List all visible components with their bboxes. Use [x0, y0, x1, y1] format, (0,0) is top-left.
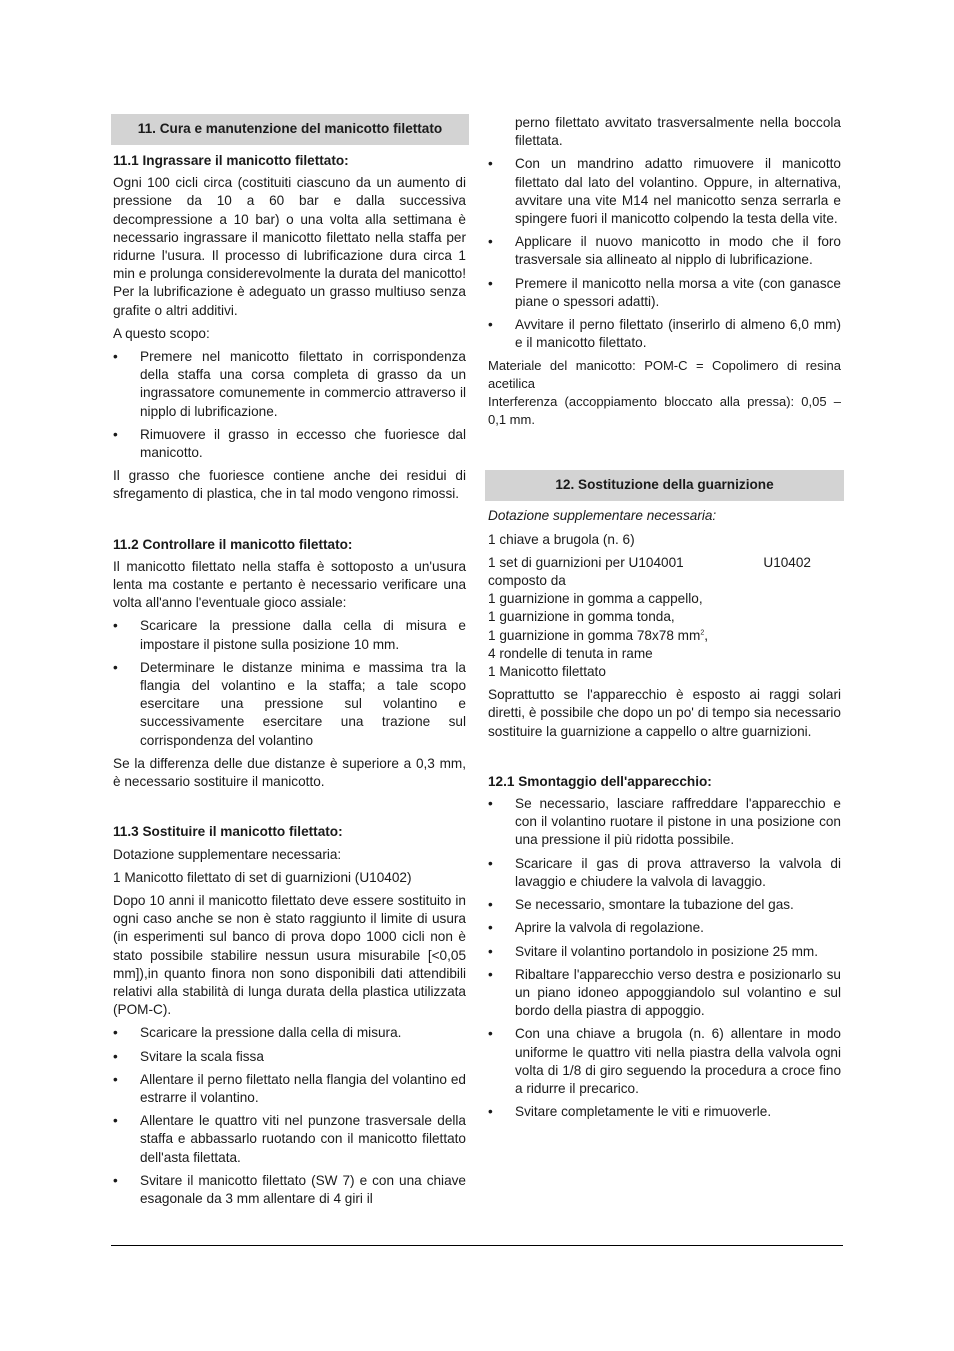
list-item: • Scaricare il gas di prova attraverso la valvola di lavaggio e chiudere la valvola di lavaggio. — [488, 855, 841, 891]
list-item: • Con un mandrino adatto rimuovere il manicotto filettato dal lato del volantino. Oppure, in alternativa, avvitare una vite M14 nel manicotto senza serrarla e spingere fuori il manicotto colpendo la testa della vite. — [488, 155, 841, 228]
list-item: • Aprire la valvola di regolazione. — [488, 919, 841, 937]
list-item: • Avvitare il perno filettato (inserirlo di almeno 6,0 mm) e il manicotto filettato. — [488, 316, 841, 352]
list-item: • Rimuovere il grasso in eccesso che fuoriesce dal manicotto. — [113, 426, 466, 462]
section-11-2-paragraph: Il manicotto filettato nella staffa è sottoposto a un'usura lenta ma costante e pertanto è necessario verificare una volta all'anno l'eventuale gioco assiale: — [113, 558, 466, 611]
list-item: • Svitare il volantino portandolo in posizione 25 mm. — [488, 943, 841, 961]
list-item: • Allentare le quattro viti nel punzone trasversale della staffa e abbassarlo ruotando con il manicotto filettato dell'asta filettata. — [113, 1112, 466, 1167]
list-item: • Se necessario, lasciare raffreddare l'apparecchio e con il volantino ruotare il pistone in una posizione con una pressione il più ridotta possibile. — [488, 795, 841, 850]
section-11-2-note: Se la differenza delle due distanze è superiore a 0,3 mm, è necessario sostituire il manicotto. — [113, 755, 466, 790]
list-item: • Allentare il perno filettato nella flangia del volantino ed estrarre il volantino. — [113, 1071, 466, 1107]
seal-set-label: 1 set di guarnizioni per U104001 — [488, 554, 684, 570]
list-item: • Scaricare la pressione dalla cella di misura e impostare il pistone sulla posizione 10 mm. — [113, 617, 466, 653]
section-12-1-title: 12.1 Smontaggio dell'apparecchio: — [488, 773, 712, 789]
list-item: • Determinare le distanze minima e massima tra la flangia del volantino e la staffa; a tale scopo esercitare una pressione sul volantino e successivamente esercitare una trazione sul corrispondenza del volantino — [113, 659, 466, 750]
section-11-3-list-continued — [488, 155, 841, 352]
section-11-1-list — [113, 348, 466, 462]
section-11-header: 11. Cura e manutenzione del manicotto filettato — [111, 114, 469, 145]
seal-set-line-mm: 1 guarnizione in gomma 78x78 $mm^2$, — [488, 627, 709, 643]
list-item-continuation: perno filettato avvitato trasversalmente nella boccola filettata. — [515, 115, 841, 149]
section-11-1-note: Il grasso che fuoriesce contiene anche dei residui di sfregamento di plastica, che in tal modo vengono rimossi. — [113, 468, 466, 502]
list-item: • Svitare completamente le viti e rimuoverle. — [488, 1103, 841, 1121]
section-12-1-list — [488, 795, 841, 1121]
section-11-1-intro: A questo scopo: — [113, 325, 210, 341]
section-11-3-paragraph: Dopo 10 anni il manicotto filettato deve essere sostituito in ogni caso anche se non è stato raggiunto il limite di usura (in esperimenti sul banco di prova dopo 1000 cicli non è stato possibile stabilire nessun usura misurabile [<0,05 mm]),in quanto finora non sono disponibili dati attendibili relativi alla stabilità di lunga durata della plastica utilizzata (POM-C). — [113, 892, 466, 1018]
seal-set-row — [488, 554, 841, 572]
section-11-1-paragraph: Ogni 100 cicli circa (costituiti ciascuno da un aumento di pressione da 10 a 60 bar e dalla successiva decompressione a 10 bar) o una volta alla settimana è necessario ingrassare il manicotto filettato nella staffa per ridurne l'usura. Il processo di lubrificazione dura circa 1 min e prolunga considerevolmente la durata del manicotto! Per la lubrificazione è adeguato un grasso multiuso senza grafite o altri additivi. — [113, 175, 466, 318]
seal-set-code: U10402 — [763, 554, 811, 570]
seal-set-line: 1 guarnizione in gomma tonda, — [488, 609, 675, 625]
section-11-3-title: 11.3 Sostituire il manicotto filettato: — [113, 824, 343, 840]
list-item: • Premere nel manicotto filettato in corrispondenza della staffa una corsa completa di grasso da un ingrassatore comunemente in commercio attraverso il nipplo di lubrificazione. — [113, 348, 466, 421]
section-12-paragraph: Soprattutto se l'apparecchio è esposto ai raggi solari diretti, è possibile che dopo un po' di tempo sia necessario sostituire la guarnizione a cappello o altre guarnizioni. — [488, 687, 841, 739]
list-item: • Scaricare la pressione dalla cella di misura. — [113, 1024, 466, 1042]
list-item: • Ribaltare l'apparecchio verso destra e posizionarlo su un piano idoneo appoggiandolo sul volantino e sul bordo della piastra di appoggio. — [488, 966, 841, 1021]
seal-set-list — [488, 554, 841, 681]
section-11-2-title: 11.2 Controllare il manicotto filettato: — [113, 536, 353, 552]
section-12-header: 12. Sostituzione della guarnizione — [485, 470, 844, 501]
section-11-1-title: 11.1 Ingrassare il manicotto filettato: — [113, 153, 349, 168]
seal-set-line: 1 Manicotto filettato — [488, 664, 606, 680]
material-note: Materiale del manicotto: POM-C = Copolimero di resina acetilica — [488, 358, 841, 392]
list-item: • Applicare il nuovo manicotto in modo che il foro trasversale sia allineato al nipplo di lubrificazione. — [488, 233, 841, 269]
interference-note: Interferenza (accoppiamento bloccato alla pressa): 0,05 – 0,1 mm. — [488, 394, 841, 428]
section-12-tool: 1 chiave a brugola (n. 6) — [488, 531, 635, 547]
left-column — [113, 114, 466, 1213]
section-11-3-equipment-item: 1 Manicotto filettato di set di guarnizioni (U10402) — [113, 869, 412, 885]
section-12-equipment-label: Dotazione supplementare necessaria: — [488, 508, 717, 524]
seal-set-line: 4 rondelle di tenuta in rame — [488, 645, 653, 661]
right-column — [488, 114, 841, 1126]
list-item: • Svitare la scala fissa — [113, 1048, 466, 1066]
list-item: • Con una chiave a brugola (n. 6) allentare in modo uniforme le quattro viti nella piastra della valvola ogni volta di 1/8 di giro seguendo la procedura a croce fino a ridurre il precarico. — [488, 1025, 841, 1098]
section-11-3-list — [113, 1024, 466, 1208]
section-11-2-list — [113, 617, 466, 749]
footer-divider — [111, 1245, 843, 1246]
section-11-3-equipment-label: Dotazione supplementare necessaria: — [113, 846, 342, 862]
list-item: • Se necessario, smontare la tubazione del gas. — [488, 896, 841, 914]
list-item: • Svitare il manicotto filettato (SW 7) e con una chiave esagonale da 3 mm allentare di 4 giri il — [113, 1172, 466, 1208]
seal-set-line: 1 guarnizione in gomma a cappello, — [488, 591, 703, 607]
seal-set-line: composto da — [488, 573, 566, 589]
list-item: • Premere il manicotto nella morsa a vite (con ganasce piane o spessori adatti). — [488, 275, 841, 311]
